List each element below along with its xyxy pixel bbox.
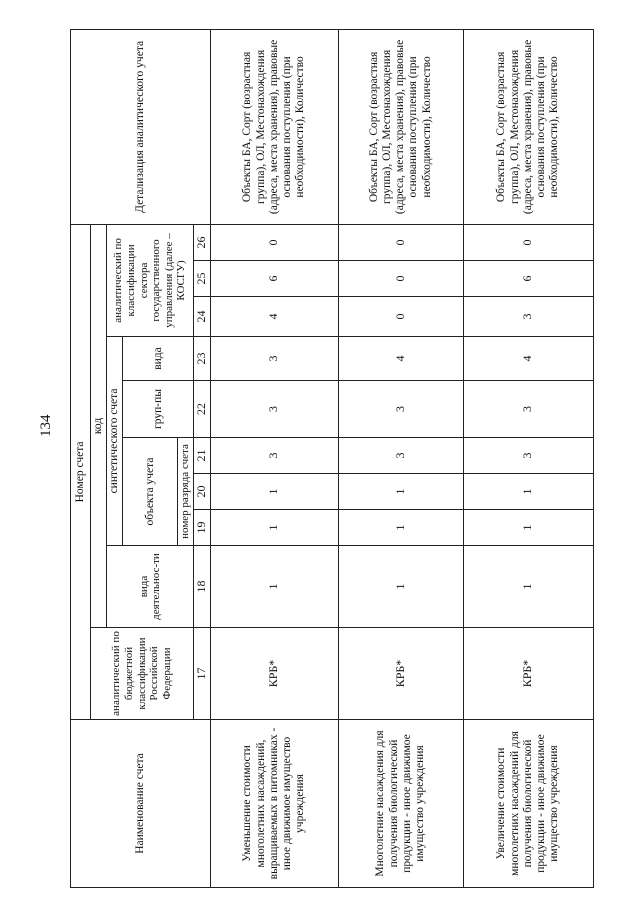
row-digit-23: 4	[463, 337, 593, 381]
header-detail: Детализация аналитического учета	[71, 29, 211, 224]
row-digit-25: 0	[338, 261, 463, 297]
table-row	[338, 29, 463, 887]
row-krb: КРБ*	[338, 628, 463, 720]
col-number: 26	[194, 224, 211, 260]
row-krb: КРБ*	[463, 628, 593, 720]
row-digit-26: 0	[210, 224, 338, 260]
row-detail: Объекты БА, Сорт (возрастная группа), ОЛ, Местонахождения (адреса, места хранения), правовые основания поступления (при необходимости), Количество	[463, 29, 593, 224]
header-name: Наименование счета	[71, 720, 211, 888]
row-name: Уменьшение стоимости многолетних насаждений, выращиваемых в питомниках - иное движимое имущество учреждения	[210, 720, 338, 888]
col-number: 20	[194, 474, 211, 510]
row-digit-21: 3	[210, 438, 338, 474]
row-digit-22: 3	[210, 381, 338, 438]
table-row	[210, 29, 338, 887]
row-detail: Объекты БА, Сорт (возрастная группа), ОЛ, Местонахождения (адреса, места хранения), правовые основания поступления (при необходимости), Количество	[210, 29, 338, 224]
col-number: 18	[194, 546, 211, 628]
row-name: Многолетние насаждения для получения биологической продукции - иное движимое имущество учреждения	[338, 720, 463, 888]
row-digit-24: 4	[210, 297, 338, 337]
header-activity-type: вида деятельнос-ти	[107, 546, 194, 628]
header-code: код	[91, 224, 107, 627]
header-object: объекта учета	[123, 438, 178, 546]
row-activity: 1	[463, 546, 593, 628]
account-table	[70, 29, 594, 888]
row-digit-26: 0	[338, 224, 463, 260]
row-digit-22: 3	[338, 381, 463, 438]
table-row	[463, 29, 593, 887]
col-number: 17	[194, 628, 211, 720]
col-number: 23	[194, 337, 211, 381]
col-number: 25	[194, 261, 211, 297]
header-group: груп-пы	[123, 381, 194, 438]
row-digit-19: 1	[210, 510, 338, 546]
row-digit-19: 1	[338, 510, 463, 546]
col-number: 21	[194, 438, 211, 474]
col-number: 22	[194, 381, 211, 438]
row-digit-22: 3	[463, 381, 593, 438]
header-kosgu: аналитический по классификации сектора государственного управления (далее – КОСГУ)	[107, 224, 194, 336]
row-digit-26: 0	[463, 224, 593, 260]
row-activity: 1	[338, 546, 463, 628]
col-number: 19	[194, 510, 211, 546]
row-digit-24: 0	[338, 297, 463, 337]
header-account-number: Номер счета	[71, 224, 91, 719]
row-digit-20: 1	[210, 474, 338, 510]
row-digit-21: 3	[338, 438, 463, 474]
page-number: 134	[38, 414, 54, 437]
row-activity: 1	[210, 546, 338, 628]
row-krb: КРБ*	[210, 628, 338, 720]
header-analytic-budget: аналитический по бюджетной классификации Российской Федерации	[91, 628, 194, 720]
row-digit-25: 6	[463, 261, 593, 297]
row-detail: Объекты БА, Сорт (возрастная группа), ОЛ, Местонахождения (адреса, места хранения), правовые основания поступления (при необходимости), Количество	[338, 29, 463, 224]
row-digit-24: 3	[463, 297, 593, 337]
col-number: 24	[194, 297, 211, 337]
row-digit-25: 6	[210, 261, 338, 297]
row-digit-21: 3	[463, 438, 593, 474]
row-digit-23: 4	[338, 337, 463, 381]
row-digit-23: 3	[210, 337, 338, 381]
header-digit-number: номер разряда счета	[178, 438, 194, 546]
row-digit-20: 1	[463, 474, 593, 510]
header-synthetic: синтетического счета	[107, 337, 123, 546]
row-digit-20: 1	[338, 474, 463, 510]
row-name: Увеличение стоимости многолетних насаждений для получения биологической продукции - иное движимое имущество учреждения	[463, 720, 593, 888]
header-kind: вида	[123, 337, 194, 381]
row-digit-19: 1	[463, 510, 593, 546]
account-table-wrapper	[70, 30, 590, 888]
